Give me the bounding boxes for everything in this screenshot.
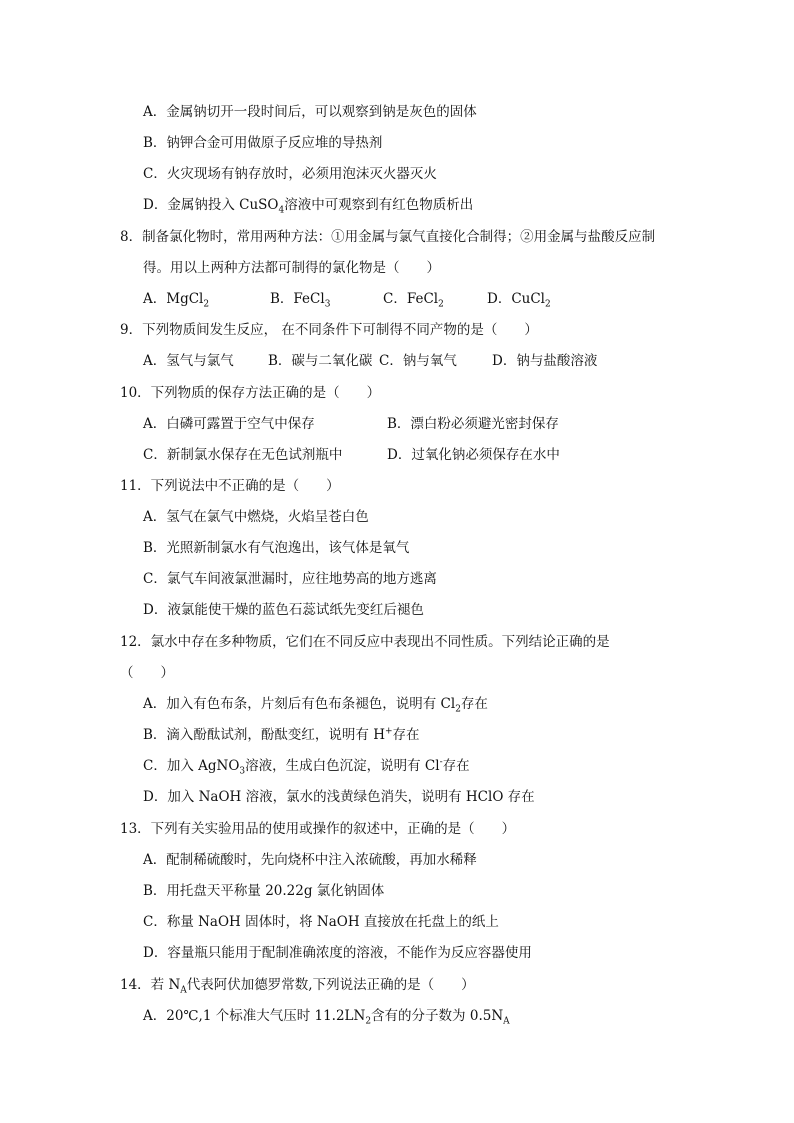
q7-option-b: B．钠钾合金可用做原子反应堆的导热剂	[143, 135, 383, 151]
q10-stem: 10．下列物质的保存方法正确的是（ ）	[120, 385, 381, 401]
q11-option-a: A．氢气在氯气中燃烧，火焰呈苍白色	[143, 509, 369, 525]
q8-option-b: B．FeCl$_3$	[270, 291, 331, 310]
q14-option-a: A．20℃,1 个标准大气压时 $11.2LN_2$含有的分子数为 $0.5N_A$	[143, 1008, 510, 1027]
q12-option-d: D．加入 NaOH 溶液，氯水的浅黄绿色消失，说明有 HClO 存在	[143, 789, 535, 805]
q14-stem: 14．若 $N_A$代表阿伏加德罗常数,下列说法正确的是（ ）	[120, 977, 475, 996]
q7-option-d: D．金属钠投入 CuSO$_4$溶液中可观察到有红色物质析出	[143, 197, 474, 216]
q13-option-b: B．用托盘天平称量 20.22g 氯化钠固体	[143, 883, 385, 899]
q7-option-a: A．金属钠切开一段时间后，可以观察到钠是灰色的固体	[143, 104, 477, 120]
q10-option-a: A．白磷可露置于空气中保存	[143, 416, 315, 432]
q9-option-c: C．钠与氧气	[379, 353, 457, 369]
q12-option-b: B．滴入酚酞试剂，酚酞变红，说明有 H+存在	[143, 726, 420, 743]
q9-stem: 9．下列物质间发生反应， 在不同条件下可制得不同产物的是（ ）	[120, 322, 538, 338]
q12-stem-line1: 12．氯水中存在多种物质，它们在不同反应中表现出不同性质。下列结论正确的是	[120, 634, 610, 650]
q8-stem-line1: 8．制备氯化物时，常用两种方法：①用金属与氯气直接化合制得；②用金属与盐酸反应制	[120, 229, 656, 245]
q13-stem: 13．下列有关实验用品的使用或操作的叙述中，正确的是（ ）	[120, 821, 516, 837]
q8-option-a: A．MgCl$_2$	[143, 291, 210, 310]
q9-option-d: D．钠与盐酸溶液	[492, 353, 598, 369]
q11-option-b: B．光照新制氯水有气泡逸出，该气体是氧气	[143, 540, 410, 556]
q7-option-c: C．火灾现场有钠存放时，必须用泡沫灭火器灭火	[143, 166, 437, 182]
q12-stem-line2: （ ）	[120, 665, 174, 681]
q10-option-c: C．新制氯水保存在无色试剂瓶中	[143, 447, 343, 463]
q9-option-a: A．氢气与氯气	[143, 353, 234, 369]
q12-option-a: A．加入有色布条，片刻后有色布条褪色，说明有 $Cl_2$存在	[143, 696, 488, 715]
q8-option-c: C．FeCl$_2$	[383, 291, 444, 310]
q13-option-c: C．称量 NaOH 固体时，将 NaOH 直接放在托盘上的纸上	[143, 914, 499, 930]
q11-stem: 11．下列说法中不正确的是（ ）	[120, 478, 340, 494]
q8-stem-line2: 得。用以上两种方法都可制得的氯化物是（ ）	[143, 260, 440, 276]
q11-option-c: C．氯气车间液氯泄漏时，应往地势高的地方逃离	[143, 571, 437, 587]
q13-option-a: A．配制稀硫酸时，先向烧杯中注入浓硫酸，再加水稀释	[143, 852, 477, 868]
q10-option-b: B．漂白粉必须避光密封保存	[387, 416, 559, 432]
q8-option-d: D．CuCl$_2$	[487, 291, 551, 310]
q11-option-d: D．液氯能使干燥的蓝色石蕊试纸先变红后褪色	[143, 602, 424, 618]
q12-option-c: C．加入 AgNO$_3$溶液，生成白色沉淀，说明有 Cl-存在	[143, 757, 470, 777]
q10-option-d: D．过氧化钠必须保存在水中	[387, 447, 560, 463]
q13-option-d: D．容量瓶只能用于配制准确浓度的溶液，不能作为反应容器使用	[143, 945, 532, 961]
q9-option-b: B．碳与二氧化碳	[268, 353, 373, 369]
